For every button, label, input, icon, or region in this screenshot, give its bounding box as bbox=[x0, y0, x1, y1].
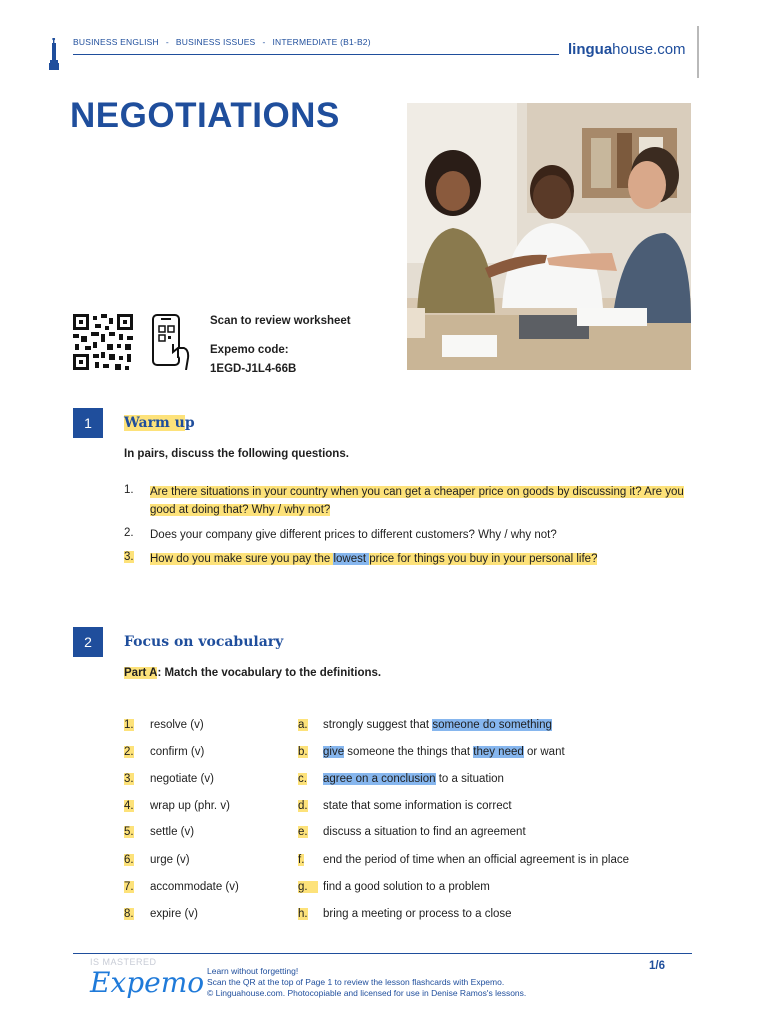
breadcrumb-separator: - bbox=[165, 37, 169, 47]
scan-instruction: Scan to review worksheet bbox=[210, 315, 351, 327]
definition-text: discuss a situation to find an agreement bbox=[323, 826, 526, 838]
question-text: How do you make sure you pay the lowest price for things you buy in your personal life? bbox=[150, 553, 598, 565]
breadcrumb-item: BUSINESS ENGLISH bbox=[73, 37, 159, 47]
brand-logo: linguahouse.com bbox=[568, 41, 686, 58]
word-number: 7. bbox=[124, 881, 134, 893]
vocab-word: wrap up (phr. v) bbox=[150, 800, 230, 812]
page-number: 1/6 bbox=[649, 960, 665, 972]
word-number: 2. bbox=[124, 746, 134, 758]
qr-code-icon bbox=[73, 314, 133, 370]
negotiation-photo bbox=[407, 103, 691, 370]
breadcrumb bbox=[73, 37, 371, 47]
definition-text: state that some information is correct bbox=[323, 800, 512, 812]
definition-text: find a good solution to a problem bbox=[323, 881, 490, 893]
section-instruction: In pairs, discuss the following questions. bbox=[124, 448, 349, 460]
page-title: NEGOTIATIONS bbox=[70, 96, 340, 135]
section-number: 2 bbox=[73, 627, 103, 657]
definition-letter: b. bbox=[298, 746, 308, 758]
footer-rule bbox=[73, 953, 692, 954]
definition-letter: h. bbox=[298, 908, 308, 920]
definition-letter: d. bbox=[298, 800, 308, 812]
question-text: Are there situations in your country when you can get a cheaper price on goods by discussing it? Are you good at doing that? Why / why not? bbox=[150, 486, 684, 516]
statue-of-liberty-icon bbox=[48, 38, 60, 70]
breadcrumb-item: INTERMEDIATE (B1-B2) bbox=[272, 37, 371, 47]
section-title: Focus on vocabulary bbox=[124, 634, 284, 650]
definition-letter: f. bbox=[298, 854, 305, 866]
vocab-word: negotiate (v) bbox=[150, 773, 214, 785]
qr-info bbox=[210, 312, 351, 379]
vocab-word: resolve (v) bbox=[150, 719, 204, 731]
footer-watermark: IS MASTERED bbox=[90, 957, 157, 967]
word-number: 4. bbox=[124, 800, 134, 812]
part-instruction: Part A: Match the vocabulary to the definitions. bbox=[124, 667, 382, 679]
question-text: Does your company give different prices to different customers? Why / why not? bbox=[150, 529, 557, 541]
footer-text bbox=[207, 966, 526, 999]
vocab-word: expire (v) bbox=[150, 908, 198, 920]
definition-text: agree on a conclusion to a situation bbox=[323, 773, 504, 785]
word-number: 1. bbox=[124, 719, 134, 731]
vocab-word: settle (v) bbox=[150, 826, 195, 838]
definition-text: give someone the things that they need or want bbox=[323, 746, 565, 758]
footer-instruction: Scan the QR at the top of Page 1 to review the lesson flashcards with Expemo. bbox=[207, 977, 505, 987]
expemo-code-value: 1EGD-J1L4-66B bbox=[210, 363, 297, 375]
header-rule bbox=[73, 54, 559, 55]
vocab-word: accommodate (v) bbox=[150, 881, 239, 893]
expemo-logo: Expemo bbox=[90, 966, 205, 999]
definition-text: strongly suggest that someone do something bbox=[323, 719, 552, 731]
definition-text: bring a meeting or process to a close bbox=[323, 908, 512, 920]
question-number: 1. bbox=[124, 484, 134, 496]
definition-text: end the period of time when an official agreement is in place bbox=[323, 854, 630, 866]
question-number: 2. bbox=[124, 527, 134, 539]
word-number: 8. bbox=[124, 908, 134, 920]
header-divider bbox=[697, 26, 699, 78]
section-number: 1 bbox=[73, 408, 103, 438]
vocab-word: urge (v) bbox=[150, 854, 190, 866]
vocab-word: confirm (v) bbox=[150, 746, 205, 758]
definition-letter: e. bbox=[298, 826, 308, 838]
question-number: 3. bbox=[124, 551, 134, 563]
breadcrumb-item: BUSINESS ISSUES bbox=[175, 37, 256, 47]
section-title: Warm up bbox=[124, 415, 195, 431]
word-number: 5. bbox=[124, 826, 134, 838]
breadcrumb-separator: - bbox=[262, 37, 266, 47]
word-number: 3. bbox=[124, 773, 134, 785]
definition-letter: a. bbox=[298, 719, 308, 731]
word-number: 6. bbox=[124, 854, 134, 866]
footer-tagline: Learn without forgetting! bbox=[207, 966, 299, 976]
phone-scan-icon bbox=[151, 314, 191, 370]
definition-letter: g. bbox=[298, 881, 318, 893]
definition-letter: c. bbox=[298, 773, 307, 785]
expemo-code-label: Expemo code: bbox=[210, 344, 289, 356]
footer-license: © Linguahouse.com. Photocopiable and licensed for use in Denise Ramos's lessons. bbox=[207, 988, 527, 998]
